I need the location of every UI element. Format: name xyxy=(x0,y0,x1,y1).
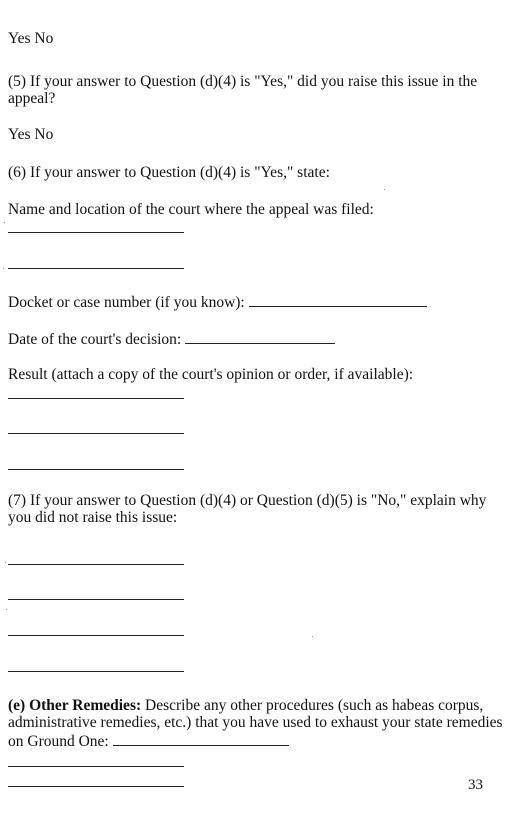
scan-speck xyxy=(384,189,385,190)
docket-label: Docket or case number (if you know): xyxy=(8,294,245,311)
decision-date-field[interactable] xyxy=(185,329,335,344)
explain-line-3[interactable] xyxy=(8,635,184,636)
other-remedies-text: Describe any other procedures (such as habeas corpus, administrative remedies, etc.) that you have used to exhaust your state remedies on Ground One: xyxy=(8,697,503,750)
docket-field[interactable] xyxy=(249,292,427,307)
docket-row xyxy=(8,292,427,311)
question-6: (6) If your answer to Question (d)(4) is "Yes," state: xyxy=(8,164,330,181)
scan-speck xyxy=(312,636,313,637)
explain-line-1[interactable] xyxy=(8,564,184,565)
decision-date-label: Date of the court's decision: xyxy=(8,331,182,348)
scan-speck xyxy=(6,609,7,610)
decision-date-row xyxy=(8,329,335,348)
result-line-1[interactable] xyxy=(8,398,184,399)
other-remedies-line-1[interactable] xyxy=(8,766,184,767)
explain-line-4[interactable] xyxy=(8,671,184,672)
result-line-2[interactable] xyxy=(8,433,184,434)
other-remedies-heading: (e) Other Remedies: xyxy=(8,697,142,714)
scan-speck xyxy=(3,268,4,269)
explain-line-2[interactable] xyxy=(8,599,184,600)
scan-speck xyxy=(4,222,5,223)
other-remedies-paragraph xyxy=(8,697,508,750)
question-5: (5) If your answer to Question (d)(4) is "Yes," did you raise this issue in the appeal? xyxy=(8,73,478,107)
yes-no-options-2: Yes No xyxy=(8,126,54,143)
scan-speck xyxy=(5,562,6,563)
yes-no-options-1: Yes No xyxy=(8,30,54,47)
other-remedies-line-2[interactable] xyxy=(8,786,184,787)
question-7: (7) If your answer to Question (d)(4) or Question (d)(5) is "No," explain why you did not raise this issue: xyxy=(8,492,487,526)
result-line-3[interactable] xyxy=(8,469,184,470)
court-name-line-2[interactable] xyxy=(8,268,184,269)
page-number: 33 xyxy=(468,777,483,793)
result-label: Result (attach a copy of the court's opinion or order, if available): xyxy=(8,366,414,383)
court-name-label: Name and location of the court where the appeal was filed: xyxy=(8,201,374,218)
other-remedies-field[interactable] xyxy=(113,731,289,746)
court-name-line-1[interactable] xyxy=(8,232,184,233)
